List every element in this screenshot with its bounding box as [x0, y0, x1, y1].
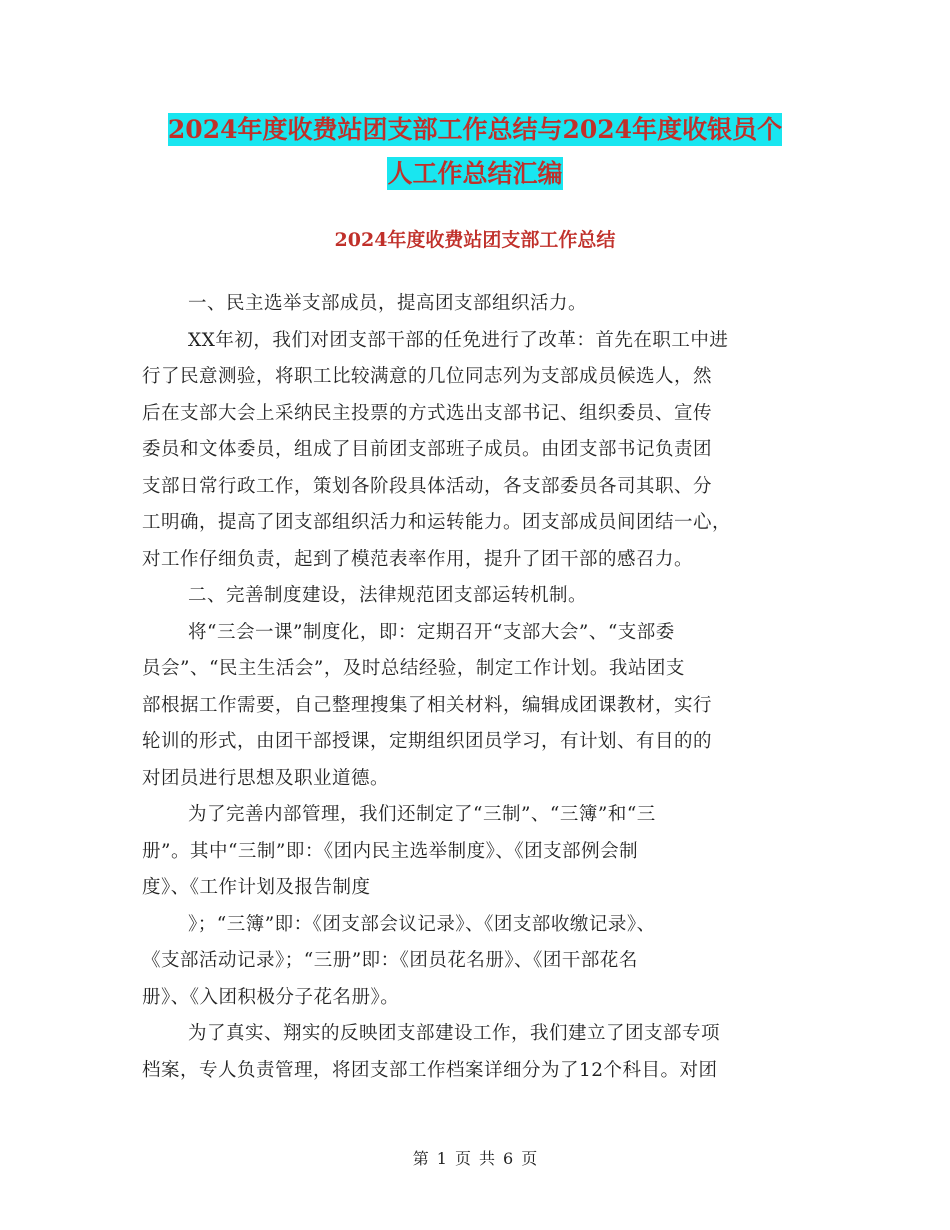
- text-line: 档案，专人负责管理，将团支部工作档案详细分为了12个科目。对团: [142, 1059, 718, 1081]
- page-footer: [0, 1146, 950, 1169]
- text-line: 为了真实、翔实的反映团支部建设工作，我们建立了团支部专项: [188, 1023, 721, 1044]
- text-line: 一、民主选举支部成员，提高团支部组织活力。: [188, 293, 588, 314]
- footer-page-unit: 页: [454, 1149, 471, 1168]
- text-line: 为了完善内部管理，我们还制定了“三制”、“三簿”和“三: [188, 804, 656, 825]
- text-line: 轮训的形式，由团干部授课，定期组织团员学习，有计划、有目的的: [142, 731, 713, 752]
- text-line: 对工作仔细负责，起到了模范表率作用，提升了团干部的感召力。: [142, 548, 694, 570]
- paragraph-2: [142, 323, 808, 579]
- paragraph-5: [142, 797, 808, 1016]
- document-title-line-1: 2024年度收费站团支部工作总结与2024年度收银员个: [167, 115, 783, 144]
- text-line: 二、完善制度建设，法律规范团支部运转机制。: [188, 585, 588, 606]
- text-line: 委员和文体委员，组成了目前团支部班子成员。由团支部书记负责团: [142, 439, 713, 460]
- footer-total-label: 共: [479, 1149, 496, 1168]
- paragraph-6: [142, 1016, 808, 1089]
- footer-total-number: 6: [503, 1149, 514, 1168]
- document-title-line-2: 人工作总结汇编: [387, 159, 563, 188]
- text-line: 对团员进行思想及职业道德。: [142, 767, 390, 789]
- text-line: XX年初，我们对团支部干部的任免进行了改革：首先在职工中进: [188, 329, 729, 351]
- footer-page-label: 第: [412, 1149, 429, 1168]
- text-line: 后在支部大会上采纳民主投票的方式选出支部书记、组织委员、宣传: [142, 402, 713, 424]
- text-line: 支部日常行政工作，策划各阶段具体活动，各支部委员各司其职、分: [142, 475, 713, 497]
- document-title: [140, 108, 810, 196]
- footer-page-number: 1: [436, 1149, 447, 1168]
- paragraph-3: [142, 578, 808, 615]
- text-line: 《支部活动记录》；“三册”即：《团员花名册》、《团干部花名: [142, 950, 638, 971]
- footer-total-unit: 页: [521, 1149, 538, 1168]
- section-title: 2024年度收费站团支部工作总结: [334, 229, 616, 251]
- paragraph-1: [142, 286, 808, 323]
- text-line: 册》、《入团积极分子花名册》。: [142, 986, 400, 1008]
- text-line: 册”。其中“三制”即：《团内民主选举制度》、《团支部例会制: [142, 840, 639, 862]
- document-body: [142, 286, 808, 1089]
- text-line: 部根据工作需要，自己整理搜集了相关材料，编辑成团课教材，实行: [142, 694, 713, 716]
- text-line: 》；“三簿”即：《团支部会议记录》、《团支部收缴记录》、: [188, 913, 656, 935]
- text-line: 度》、《工作计划及报告制度: [142, 877, 371, 898]
- text-line: 工明确，提高了团支部组织活力和运转能力。团支部成员间团结一心，: [142, 512, 732, 533]
- text-line: 员会”、“民主生活会”，及时总结经验，制定工作计划。我站团支: [142, 658, 685, 679]
- text-line: 将“三会一课”制度化，即：定期召开“支部大会”、“支部委: [188, 621, 675, 643]
- text-line: 行了民意测验，将职工比较满意的几位同志列为支部成员候选人，然: [142, 366, 713, 387]
- paragraph-4: [142, 615, 808, 798]
